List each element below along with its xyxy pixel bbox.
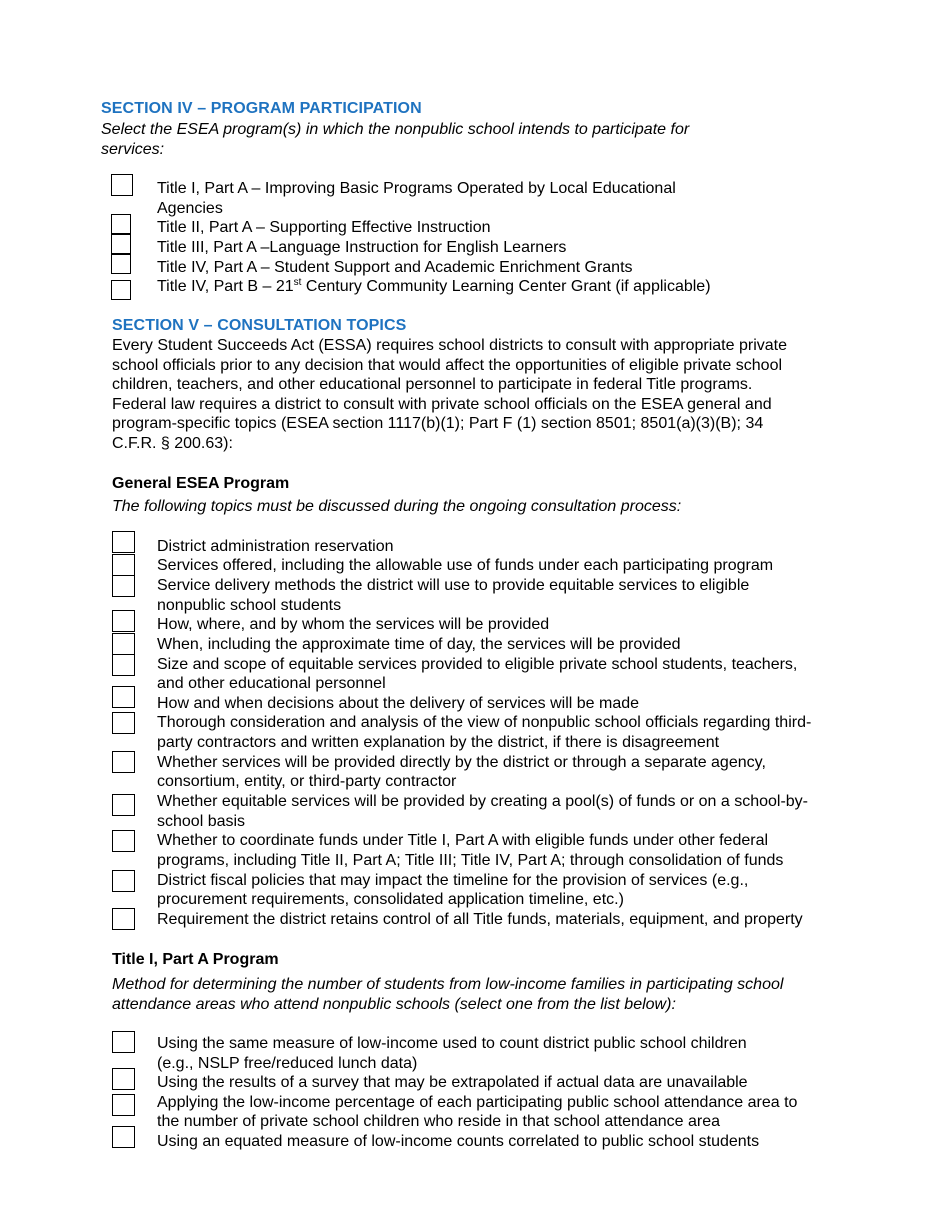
program-title-i-part-a-line1: Title I, Part A – Improving Basic Programs Operated by Local Educational (157, 180, 676, 197)
section-v-para-line3: children, teachers, and other educational personnel to participate in federal Title programs. (112, 376, 753, 393)
section-v-para-line5: program-specific topics (ESEA section 1117(b)(1); Part F (1) section 8501; 8501(a)(3)(B); 34 (112, 415, 764, 432)
section-iv-instruction-line1: Select the ESEA program(s) in which the nonpublic school intends to participate for (101, 121, 690, 138)
topic-district-fiscal-policies-line2: procurement requirements, consolidated application timeline, etc.) (157, 891, 624, 908)
program-title-ii-part-a: Title II, Part A – Supporting Effective Instruction (157, 219, 491, 236)
topic-whether-services-directly-line2: consortium, entity, or third-party contractor (157, 773, 457, 790)
topic-services-offered: Services offered, including the allowable use of funds under each participating program (157, 557, 774, 574)
topic-coordinate-funds-line2: programs, including Title II, Part A; Title III; Title IV, Part A; through consolidation of funds (157, 852, 784, 869)
checkbox-how-where-whom[interactable] (112, 610, 135, 632)
section-v-title: SECTION V – CONSULTATION TOPICS (112, 317, 407, 334)
title-i-instruction-line1: Method for determining the number of students from low-income families in participating school (112, 976, 784, 993)
title-i-instruction-line2: attendance areas who attend nonpublic schools (select one from the list below): (112, 996, 676, 1013)
method-low-income-percentage-line2: the number of private school children who reside in that school attendance area (157, 1113, 721, 1130)
topic-size-and-scope-line1: Size and scope of equitable services provided to eligible private school students, teachers, (157, 656, 798, 673)
topic-how-where-whom: How, where, and by whom the services will be provided (157, 616, 550, 633)
program-title-iv-part-a: Title IV, Part A – Student Support and Academic Enrichment Grants (157, 259, 633, 276)
topic-whether-services-directly-line1: Whether services will be provided directly by the district or through a separate agency, (157, 754, 766, 771)
checkbox-title-i-part-a[interactable] (111, 174, 133, 196)
topic-district-fiscal-policies-line1: District fiscal policies that may impact the timeline for the provision of services (e.g., (157, 872, 749, 889)
method-same-measure-line2: (e.g., NSLP free/reduced lunch data) (157, 1055, 418, 1072)
program-title-iv-part-b: Title IV, Part B – 21st Century Community Learning Center Grant (if applicable) (157, 277, 711, 295)
section-iv-title: SECTION IV – PROGRAM PARTICIPATION (101, 100, 422, 117)
section-v-para-line6: C.F.R. § 200.63): (112, 435, 233, 452)
topic-pool-of-funds-line2: school basis (157, 813, 246, 830)
topic-when-time-of-day: When, including the approximate time of day, the services will be provided (157, 636, 681, 653)
checkbox-services-offered[interactable] (112, 554, 135, 576)
topic-pool-of-funds-line1: Whether equitable services will be provided by creating a pool(s) of funds or on a school-by- (157, 793, 808, 810)
method-low-income-percentage-line1: Applying the low-income percentage of each participating public school attendance area to (157, 1094, 798, 1111)
checkbox-coordinate-funds[interactable] (112, 830, 135, 852)
checkbox-district-fiscal-policies[interactable] (112, 870, 135, 892)
checkbox-low-income-percentage[interactable] (112, 1094, 135, 1116)
topic-thorough-consideration-line2: party contractors and written explanation by the district, if there is disagreement (157, 734, 720, 751)
section-v-para-line1: Every Student Succeeds Act (ESSA) requires school districts to consult with appropriate private (112, 337, 787, 354)
checkbox-same-measure-low-income[interactable] (112, 1031, 135, 1053)
general-esea-heading: General ESEA Program (112, 475, 290, 492)
checkbox-retains-control[interactable] (112, 908, 135, 930)
checkbox-title-iv-part-b[interactable] (111, 280, 131, 300)
checkbox-equated-measure[interactable] (112, 1126, 135, 1148)
checkbox-service-delivery-methods[interactable] (112, 575, 135, 597)
section-v-para-line4: Federal law requires a district to consult with private school officials on the ESEA general and (112, 396, 772, 413)
checkbox-when-time-of-day[interactable] (112, 633, 135, 655)
method-same-measure-line1: Using the same measure of low-income used to count district public school children (157, 1035, 747, 1052)
topic-service-delivery-methods-line2: nonpublic school students (157, 597, 342, 614)
checkbox-title-iii-part-a[interactable] (111, 234, 131, 254)
topic-retains-control: Requirement the district retains control of all Title funds, materials, equipment, and property (157, 911, 803, 928)
topic-district-administration-reservation: District administration reservation (157, 538, 394, 555)
section-v-para-line2: school officials prior to any decision that would affect the opportunities of eligible private school (112, 357, 783, 374)
checkbox-pool-of-funds[interactable] (112, 794, 135, 816)
checkbox-district-administration-reservation[interactable] (112, 531, 135, 553)
topic-thorough-consideration-line1: Thorough consideration and analysis of the view of nonpublic school officials regarding third- (157, 714, 812, 731)
checkbox-title-ii-part-a[interactable] (111, 214, 131, 234)
checkbox-thorough-consideration[interactable] (112, 712, 135, 734)
topic-service-delivery-methods-line1: Service delivery methods the district will use to provide equitable services to eligible (157, 577, 750, 594)
checkbox-title-iv-part-a[interactable] (111, 254, 131, 274)
section-iv-instruction-line2: services: (101, 141, 165, 158)
checkbox-how-when-decisions[interactable] (112, 686, 135, 708)
topic-coordinate-funds-line1: Whether to coordinate funds under Title I, Part A with eligible funds under other federal (157, 832, 769, 849)
checkbox-survey-extrapolated[interactable] (112, 1068, 135, 1090)
method-survey-extrapolated: Using the results of a survey that may be extrapolated if actual data are unavailable (157, 1074, 748, 1091)
title-i-part-a-heading: Title I, Part A Program (112, 951, 279, 968)
checkbox-size-and-scope[interactable] (112, 654, 135, 676)
topic-how-when-decisions: How and when decisions about the delivery of services will be made (157, 695, 640, 712)
method-equated-measure: Using an equated measure of low-income counts correlated to public school students (157, 1133, 760, 1150)
general-esea-instruction: The following topics must be discussed during the ongoing consultation process: (112, 498, 682, 515)
program-title-iii-part-a: Title III, Part A –Language Instruction for English Learners (157, 239, 567, 256)
program-title-i-part-a-line2: Agencies (157, 200, 223, 217)
topic-size-and-scope-line2: and other educational personnel (157, 675, 386, 692)
checkbox-whether-services-directly[interactable] (112, 751, 135, 773)
